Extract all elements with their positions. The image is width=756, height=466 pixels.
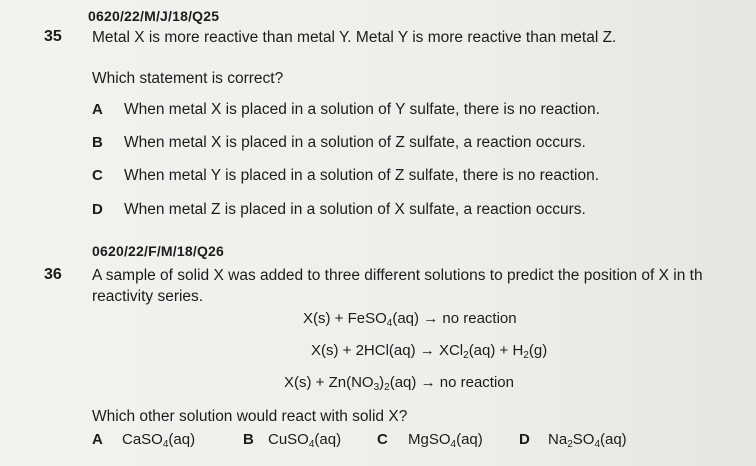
- answer-a-text[interactable]: CaSO$_4$(aq): [122, 431, 196, 450]
- arrow-icon: →: [419, 342, 435, 359]
- answer-d-text[interactable]: $Na_2SO_4(aq)$: [548, 431, 627, 450]
- answer-c-text[interactable]: MgSO$_4$(aq): [408, 431, 483, 450]
- option-d-text[interactable]: When metal Z is placed in a solution of X sulfate, a reaction occurs.: [124, 201, 586, 218]
- answer-a-letter[interactable]: A: [92, 431, 103, 448]
- option-a-text[interactable]: When metal X is placed in a solution of Y sulfate, there is no reaction.: [124, 101, 600, 118]
- answer-c-letter[interactable]: C: [377, 431, 388, 448]
- arrow-icon: →: [420, 374, 436, 391]
- answer-b-letter[interactable]: B: [243, 431, 254, 448]
- question-number: 36: [44, 266, 62, 283]
- question-stem-line-1: A sample of solid X was added to three different solutions to predict the position of X in th: [92, 267, 703, 284]
- option-c-text[interactable]: When metal Y is placed in a solution of Z sulfate, there is no reaction.: [124, 167, 600, 184]
- option-d-letter[interactable]: D: [92, 201, 103, 218]
- answer-b-text[interactable]: CuSO$_4$(aq): [268, 431, 342, 450]
- equation-3: $X(s) + Zn(NO_3)_2(aq)$ → no reaction: [284, 374, 514, 393]
- arrow-icon: →: [423, 310, 439, 327]
- option-b-text[interactable]: When metal X is placed in a solution of Z sulfate, a reaction occurs.: [124, 134, 586, 151]
- answer-d-letter[interactable]: D: [519, 431, 530, 448]
- option-a-letter[interactable]: A: [92, 101, 103, 118]
- question-prompt: Which statement is correct?: [92, 70, 284, 87]
- option-c-letter[interactable]: C: [92, 167, 103, 184]
- question-prompt: Which other solution would react with solid X?: [92, 408, 408, 425]
- equation-2: $X(s) + 2HCl(aq) \to XCl_2(aq) + H_2(g)$: [311, 342, 548, 361]
- question-stem: Metal X is more reactive than metal Y. Metal Y is more reactive than metal Z.: [92, 29, 617, 46]
- option-b-letter[interactable]: B: [92, 134, 103, 151]
- question-reference: 0620/22/F/M/18/Q26: [92, 243, 225, 259]
- question-reference: 0620/22/M/J/18/Q25: [88, 8, 220, 24]
- equation-1: X(s) + FeSO$_4$(aq) → no reaction: [303, 310, 517, 329]
- question-stem-line-2: reactivity series.: [92, 288, 204, 305]
- question-number: 35: [44, 28, 62, 45]
